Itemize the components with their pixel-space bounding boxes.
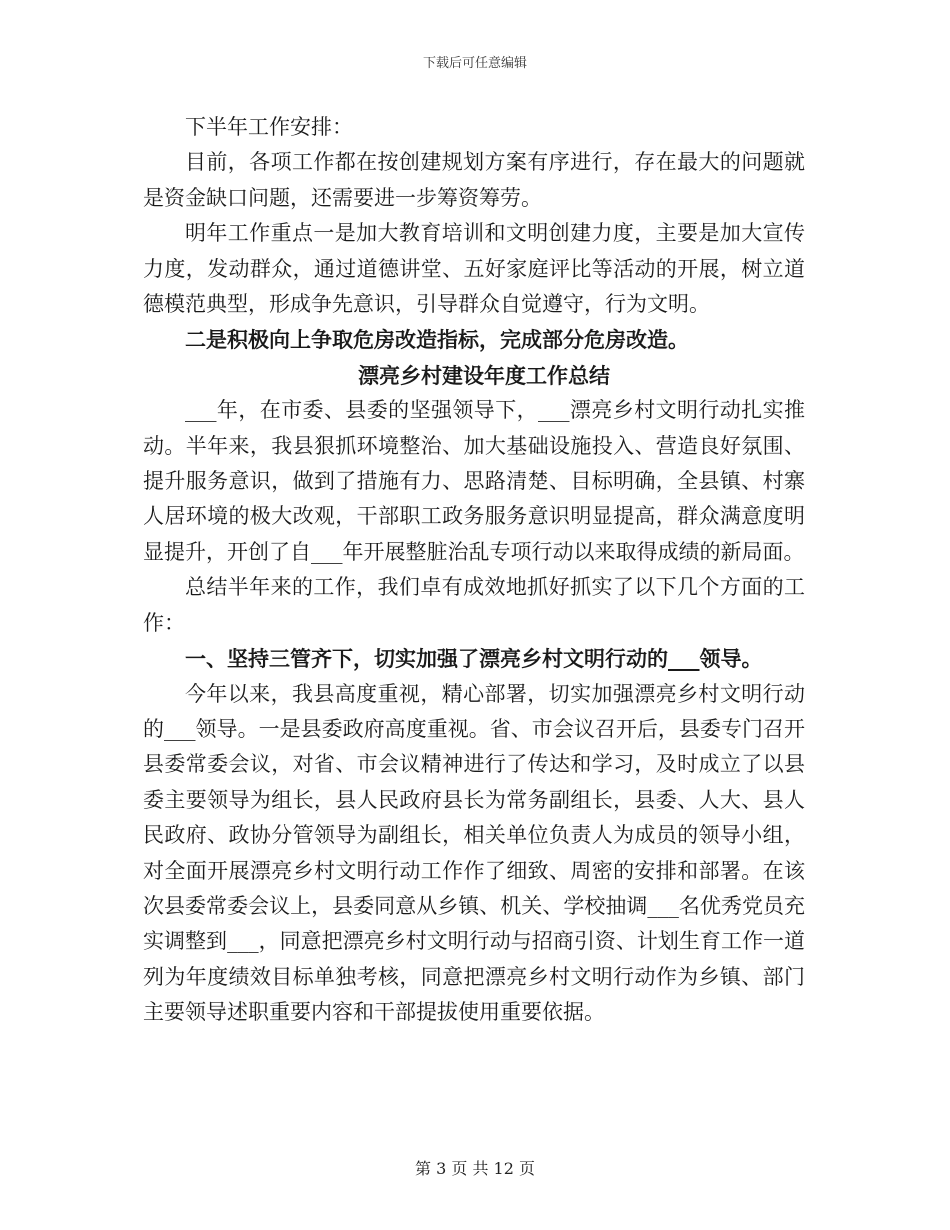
document-body xyxy=(143,110,805,1031)
section-heading-leadership: 一、坚持三管齐下，切实加强了漂亮乡村文明行动的___领导。 xyxy=(185,646,763,672)
page-header-note: 下载后可任意编辑 xyxy=(422,56,527,71)
paragraph-housing-renovation: 二是积极向上争取危房改造指标，完成部分危房改造。 xyxy=(185,327,689,353)
paragraph-leadership-detail: 今年以来，我县高度重视，精心部署，切实加强漂亮乡村文明行动的___领导。一是县委政府高度重视。省、市会议召开后，县委专门召开县委常委会议，对省、市会议精神进行了传达和学习，及时成立了以县委主要领导为组长，县人民政府县长为常务副组长，县委、人大、县人民政府、政协分管领导为副组长，相关单位负责人为成员的领导小组，对全面开展漂亮乡村文明行动工作作了细致、周密的安排和部署。在该次县委常委会议上，县委同意从乡镇、机关、学校抽调___名优秀党员充实调整到___，同意把漂亮乡村文明行动与招商引资、计划生育工作一道列为年度绩效目标单独考核，同意把漂亮乡村文明行动作为乡镇、部门主要领导述职重要内容和干部提拔使用重要依据。 xyxy=(143,681,805,1025)
paragraph-intro: ___年，在市委、县委的坚强领导下，___漂亮乡村文明行动扎实推动。半年来，我县狠抓环境整治、加大基础设施投入、营造良好氛围、提升服务意识，做到了措施有力、思路清楚、目标明确，全县镇、村寨人居环境的极大改观，干部职工政务服务意识明显提高，群众满意度明显提升，开创了自___年开展整脏治乱专项行动以来取得成绩的新局面。 xyxy=(143,398,805,564)
page-number-footer: 第 3 页 共 12 页 xyxy=(415,1159,535,1178)
paragraph-next-year-focus: 明年工作重点一是加大教育培训和文明创建力度，主要是加大宣传力度，发动群众，通过道德讲堂、五好家庭评比等活动的开展，树立道德模范典型，形成争先意识，引导群众自觉遵守，行为文明。 xyxy=(143,221,805,317)
paragraph-current-status: 目前，各项工作都在按创建规划方案有序进行，存在最大的问题就是资金缺口问题，还需要进一步筹资筹劳。 xyxy=(143,150,805,210)
section-heading-plan: 下半年工作安排： xyxy=(185,115,353,139)
paragraph-summary-lead: 总结半年来的工作，我们卓有成效地抓好抓实了以下几个方面的工作： xyxy=(143,575,805,635)
document-title: 漂亮乡村建设年度工作总结 xyxy=(358,362,610,388)
